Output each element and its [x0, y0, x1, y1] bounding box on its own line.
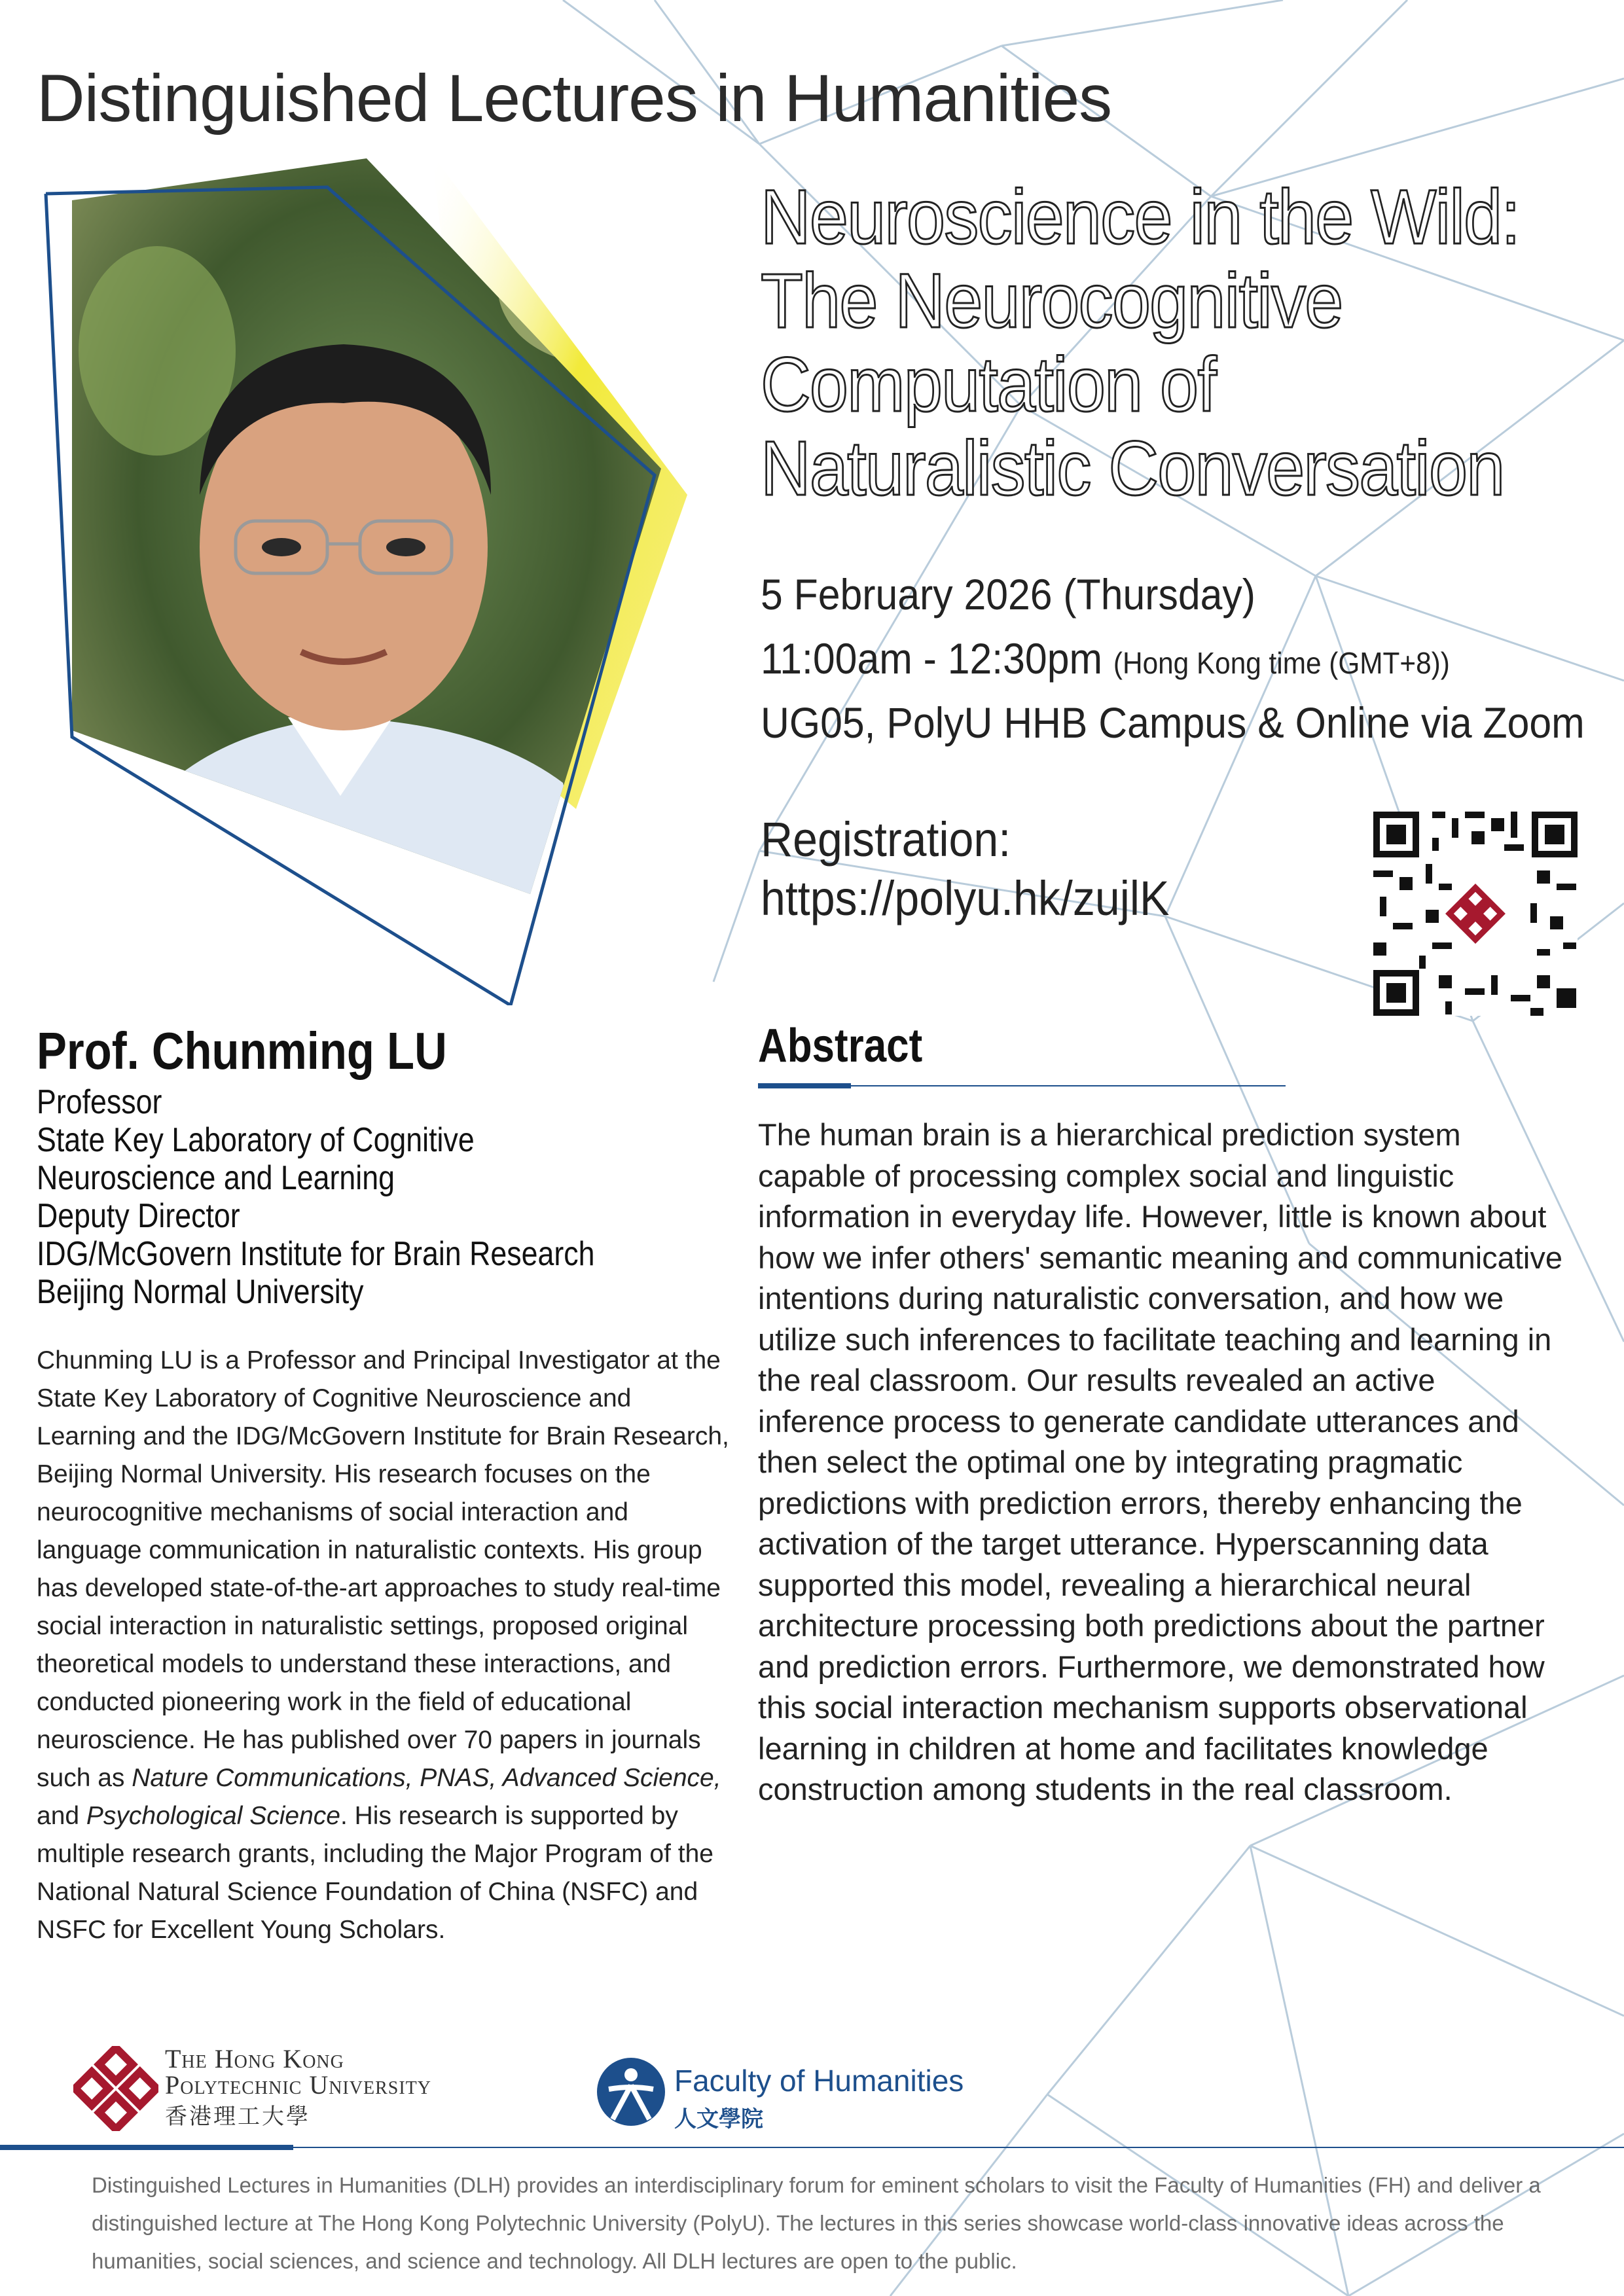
bio-journals: Nature Communications, PNAS, Advanced Science,: [132, 1764, 721, 1792]
speaker-name: Prof. Chunming LU: [37, 1022, 447, 1080]
speaker-role-line: IDG/McGovern Institute for Brain Research: [37, 1235, 595, 1273]
speaker-role-line: Deputy Director: [37, 1197, 240, 1235]
qr-polyu-logo: [1449, 888, 1502, 940]
speaker-role-line: Neuroscience and Learning: [37, 1159, 395, 1197]
bio-journals: Psychological Science: [86, 1802, 340, 1830]
speaker-bio: [37, 1342, 731, 1949]
series-title: Distinguished Lectures in Humanities: [37, 61, 1112, 135]
lecture-title-line: Neuroscience in the Wild:: [761, 174, 1520, 260]
lecture-title: [761, 175, 1612, 511]
footer-text: Distinguished Lectures in Humanities (DLH) provides an interdisciplinary forum for eminent scholars to visit the Faculty of Humanities (FH) and deliver a distinguished lecture at The Hong Kong Polytechnic University (PolyU). The lectures in this series showcase world-class innovative ideas across the humanities, social sciences, and science and technology. All DLH lectures are open to the public.: [92, 2173, 1541, 2273]
registration-label: Registration:: [761, 812, 1011, 867]
polyu-name-line1: The Hong Kong: [165, 2044, 344, 2073]
faculty-emblem-icon: [596, 2056, 666, 2127]
lecture-title-line: Computation of: [761, 342, 1216, 428]
faculty-name-english: Faculty of Humanities: [674, 2064, 964, 2098]
faculty-name-chinese: 人文學院: [674, 2106, 763, 2132]
lecture-date: 5 February 2026 (Thursday): [761, 570, 1255, 619]
polyu-name-chinese: 香港理工大學: [165, 2104, 310, 2130]
abstract-rule: [851, 1085, 1286, 1086]
faculty-of-humanities-logo: [596, 2056, 1067, 2142]
lecture-time: [761, 634, 1450, 683]
time-range: 11:00am - 12:30pm: [761, 634, 1103, 683]
footer-rule: [293, 2147, 1624, 2148]
bio-text: . His research is supported by multiple research grants, including the Major Program of the National Natural Science Foundation of China (NSFC) and NSFC for Excellent Young Scholars.: [37, 1802, 713, 1944]
bio-text: and: [37, 1802, 86, 1830]
speaker-role-line: Professor: [37, 1083, 162, 1121]
lecture-title-line: Naturalistic Conversation: [761, 425, 1504, 512]
footer-rule-accent: [0, 2145, 293, 2150]
speaker-role-line: Beijing Normal University: [37, 1273, 364, 1311]
polyu-name-line2: Polytechnic University: [165, 2070, 431, 2100]
speaker-photo: [39, 154, 694, 1005]
bio-text: Chunming LU is a Professor and Principal Investigator at the State Key Laboratory of Cognitive Neuroscience and Learning and the IDG/McGovern Institute for Brain Research, Beijing Normal University. His research focuses on the neurocognitive mechanisms of social interaction and language communication in naturalistic contexts. His group has developed state-of-the-art approaches to study real-time social interaction in naturalistic settings, proposed original theoretical models to understand these interactions, and conducted pioneering work in the field of educational neuroscience. He has published over 70 papers in journals such as: [37, 1346, 729, 1792]
abstract-rule-accent: [758, 1083, 851, 1088]
lecture-venue: UG05, PolyU HHB Campus & Online via Zoom: [761, 698, 1585, 747]
speaker-role-line: State Key Laboratory of Cognitive: [37, 1121, 475, 1159]
timezone: (Hong Kong time (GMT+8)): [1113, 646, 1450, 680]
abstract-text: The human brain is a hierarchical prediction system capable of processing complex social and linguistic information in everyday life. However, little is known about how we infer others' semantic meaning and communicative intentions during naturalistic conversation, and how we utilize such inferences to facilitate teaching and learning in the real classroom. Our results revealed an active inference process to generate candidate utterances and then select the optimal one by integrating pragmatic predictions with prediction errors, thereby enhancing the activation of the target utterance. Hyperscanning data supported this model, revealing a hierarchical neural architecture processing both predictions about the partner and prediction errors. Furthermore, we demonstrated how this social interaction mechanism supports observational learning in children at home and facilitates knowledge construction among students in the real classroom.: [758, 1117, 1562, 1806]
polyu-logo: [73, 2043, 545, 2135]
lecture-title-line: The Neurocognitive: [761, 258, 1343, 344]
registration-qr-code[interactable]: [1373, 812, 1578, 1016]
abstract-heading: Abstract: [758, 1020, 923, 1072]
speaker-roles: [37, 1083, 594, 1311]
polyu-emblem-icon: [73, 2046, 158, 2131]
registration-link[interactable]: https://polyu.hk/zujlK: [761, 871, 1170, 925]
